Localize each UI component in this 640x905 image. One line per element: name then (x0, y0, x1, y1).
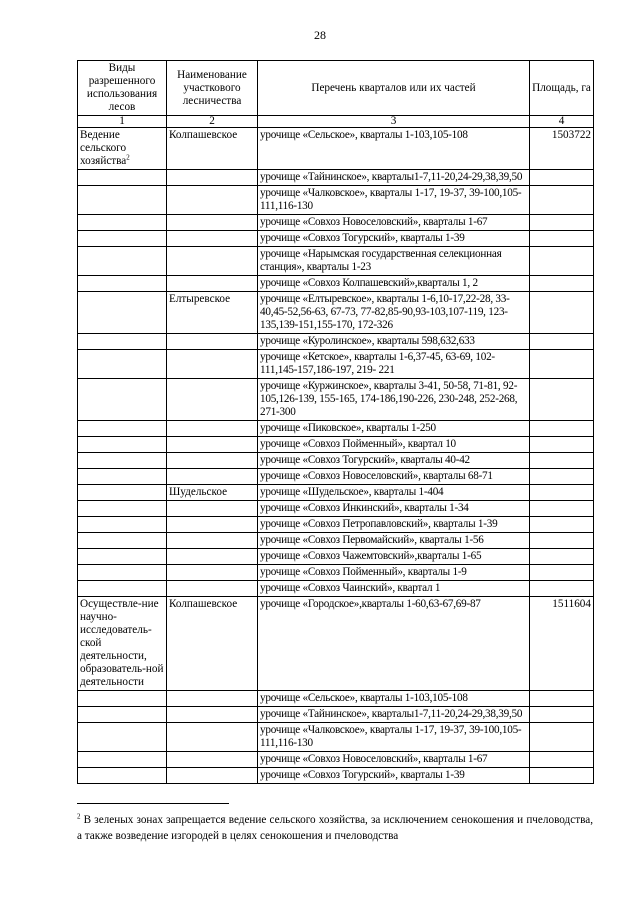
area-value: 1503722 (530, 128, 594, 170)
forestry-cell-continued (167, 565, 258, 581)
use-type-cell-continued (78, 723, 167, 752)
area-cell-continued (530, 247, 594, 276)
area-cell-continued (530, 565, 594, 581)
area-cell-continued (530, 469, 594, 485)
table-row (78, 501, 594, 517)
quarters-entry: урочище «Совхоз Чажемтовский»,кварталы 1-65 (258, 549, 530, 565)
table-row (78, 768, 594, 784)
use-type-cell-continued (78, 437, 167, 453)
forestry-cell-continued (167, 421, 258, 437)
area-cell-continued (530, 215, 594, 231)
table-row (78, 517, 594, 533)
footnote-text: В зеленых зонах запрещается ведение сельского хозяйства, за исключением сенокошения и пчеловодства, а также возведение изгородей в целях сенокошения и пчеловодства (77, 814, 593, 842)
forestry-cell-continued (167, 231, 258, 247)
area-cell-continued (530, 379, 594, 421)
use-type-cell (78, 597, 167, 691)
forestry-cell-continued (167, 469, 258, 485)
forestry-cell-continued (167, 517, 258, 533)
forest-use-table (77, 60, 594, 784)
header-forestry-name: Наименование участкового лесничества (167, 61, 258, 116)
use-type-cell-continued (78, 186, 167, 215)
table-row (78, 485, 594, 501)
footnote (77, 812, 593, 844)
use-type-cell-continued (78, 247, 167, 276)
forestry-cell-continued (167, 581, 258, 597)
use-type-cell-continued (78, 565, 167, 581)
header-row (78, 61, 594, 116)
quarters-entry: урочище «Совхоз Петропавловский», кварталы 1-39 (258, 517, 530, 533)
area-cell-continued (530, 691, 594, 707)
quarters-entry: урочище «Совхоз Новоселовский», кварталы 68-71 (258, 469, 530, 485)
footnote-marker: 2 (77, 812, 81, 821)
quarters-entry: урочище «Совхоз Инкинский», кварталы 1-34 (258, 501, 530, 517)
forestry-cell-continued (167, 350, 258, 379)
table-row (78, 247, 594, 276)
use-type-cell-continued (78, 231, 167, 247)
forestry-cell-continued (167, 453, 258, 469)
forestry-cell-continued (167, 276, 258, 292)
forestry-cell-continued (167, 186, 258, 215)
table-row (78, 707, 594, 723)
area-cell-continued (530, 437, 594, 453)
table-row (78, 691, 594, 707)
use-type-cell-continued (78, 768, 167, 784)
use-type-cell-continued (78, 501, 167, 517)
forestry-cell-continued (167, 501, 258, 517)
column-number-row (78, 116, 594, 128)
quarters-entry: урочище «Тайнинское», кварталы1-7,11-20,24-29,38,39,50 (258, 170, 530, 186)
use-type-cell-continued (78, 334, 167, 350)
quarters-entry: урочище «Совхоз Новоселовский», кварталы 1-67 (258, 752, 530, 768)
table-row (78, 231, 594, 247)
forestry-name: Колпашевское (167, 597, 258, 691)
column-number: 3 (258, 116, 530, 128)
footnote-separator (77, 803, 229, 804)
area-cell-continued (530, 334, 594, 350)
header-use-types: Виды разрешенного использования лесов (78, 61, 167, 116)
use-type-cell (78, 128, 167, 170)
table-row (78, 597, 594, 691)
use-type-cell-continued (78, 707, 167, 723)
use-type-cell-continued (78, 752, 167, 768)
quarters-entry: урочище «Сельское», кварталы 1-103,105-108 (258, 691, 530, 707)
area-cell-continued (530, 350, 594, 379)
table-row (78, 453, 594, 469)
forestry-cell-continued (167, 334, 258, 350)
quarters-entry: урочище «Кетское», кварталы 1-6,37-45, 63-69, 102-111,145-157,186-197, 219- 221 (258, 350, 530, 379)
page-number: 28 (314, 28, 326, 42)
forestry-cell-continued (167, 549, 258, 565)
quarters-entry: урочище «Городское»,кварталы 1-60,63-67,69-87 (258, 597, 530, 691)
forestry-name: Елтыревское (167, 292, 258, 334)
use-type-cell-continued (78, 517, 167, 533)
table-row (78, 469, 594, 485)
use-type-cell-continued (78, 215, 167, 231)
use-type-label: Ведение сельского хозяйства (80, 129, 127, 167)
area-cell-continued (530, 581, 594, 597)
table-row (78, 437, 594, 453)
quarters-entry: урочище «Совхоз Чаинский», квартал 1 (258, 581, 530, 597)
area-cell-continued (530, 752, 594, 768)
use-type-cell-continued (78, 292, 167, 334)
forestry-name: Шудельское (167, 485, 258, 501)
column-number: 4 (530, 116, 594, 128)
quarters-entry: урочище «Совхоз Пойменный», квартал 10 (258, 437, 530, 453)
quarters-entry: урочище «Совхоз Тогурский», кварталы 1-39 (258, 231, 530, 247)
use-type-label: Осуществле-ние научно-исследователь-ской деятельности, образователь-ной деятельности (80, 598, 164, 688)
quarters-entry: урочище «Сельское», кварталы 1-103,105-108 (258, 128, 530, 170)
table-row (78, 350, 594, 379)
table-row (78, 170, 594, 186)
area-cell-continued (530, 186, 594, 215)
table-row (78, 565, 594, 581)
use-type-cell-continued (78, 421, 167, 437)
use-type-cell-continued (78, 581, 167, 597)
area-cell-continued (530, 517, 594, 533)
table-row (78, 186, 594, 215)
area-cell-continued (530, 231, 594, 247)
quarters-entry: урочище «Совхоз Новоселовский», кварталы 1-67 (258, 215, 530, 231)
table-row (78, 533, 594, 549)
quarters-entry: урочище «Совхоз Первомайский», кварталы 1-56 (258, 533, 530, 549)
table-row (78, 128, 594, 170)
quarters-entry: урочище «Совхоз Тогурский», кварталы 40-42 (258, 453, 530, 469)
use-type-cell-continued (78, 469, 167, 485)
quarters-entry: урочище «Куролинское», кварталы 598,632,633 (258, 334, 530, 350)
quarters-entry: урочище «Шудельское», кварталы 1-404 (258, 485, 530, 501)
table-row (78, 276, 594, 292)
forestry-cell-continued (167, 707, 258, 723)
forestry-cell-continued (167, 768, 258, 784)
table-row (78, 292, 594, 334)
forestry-cell-continued (167, 170, 258, 186)
table-row (78, 581, 594, 597)
area-cell-continued (530, 485, 594, 501)
area-cell-continued (530, 170, 594, 186)
forestry-cell-continued (167, 752, 258, 768)
use-type-cell-continued (78, 485, 167, 501)
table-row (78, 334, 594, 350)
area-cell-continued (530, 292, 594, 334)
header-quarters-list: Перечень кварталов или их частей (258, 61, 530, 116)
quarters-entry: урочище «Совхоз Колпашевский»,кварталы 1, 2 (258, 276, 530, 292)
quarters-entry: урочище «Чалковское», кварталы 1-17, 19-37, 39-100,105-111,116-130 (258, 186, 530, 215)
forestry-cell-continued (167, 437, 258, 453)
area-cell-continued (530, 707, 594, 723)
use-type-cell-continued (78, 379, 167, 421)
footnote-reference: 2 (126, 153, 130, 162)
use-type-cell-continued (78, 533, 167, 549)
header-area: Площадь, га (530, 61, 594, 116)
table-row (78, 421, 594, 437)
quarters-entry: урочище «Чалковское», кварталы 1-17, 19-37, 39-100,105-111,116-130 (258, 723, 530, 752)
area-cell-continued (530, 549, 594, 565)
use-type-cell-continued (78, 453, 167, 469)
quarters-entry: урочище «Куржинское», кварталы 3-41, 50-58, 71-81, 92-105,126-139, 155-165, 174-186,190-226, 230-248, 252-268, 271-300 (258, 379, 530, 421)
area-cell-continued (530, 768, 594, 784)
forestry-cell-continued (167, 379, 258, 421)
area-value: 1511604 (530, 597, 594, 691)
quarters-entry: урочище «Тайнинское», кварталы1-7,11-20,24-29,38,39,50 (258, 707, 530, 723)
area-cell-continued (530, 453, 594, 469)
table-row (78, 723, 594, 752)
area-cell-continued (530, 276, 594, 292)
quarters-entry: урочище «Нарымская государственная селекционная станция», кварталы 1-23 (258, 247, 530, 276)
use-type-cell-continued (78, 549, 167, 565)
area-cell-continued (530, 723, 594, 752)
area-cell-continued (530, 533, 594, 549)
use-type-cell-continued (78, 691, 167, 707)
area-cell-continued (530, 421, 594, 437)
forestry-cell-continued (167, 533, 258, 549)
forestry-cell-continued (167, 691, 258, 707)
quarters-entry: урочище «Совхоз Тогурский», кварталы 1-39 (258, 768, 530, 784)
column-number: 1 (78, 116, 167, 128)
quarters-entry: урочище «Совхоз Пойменный», кварталы 1-9 (258, 565, 530, 581)
column-number: 2 (167, 116, 258, 128)
use-type-cell-continued (78, 170, 167, 186)
table-row (78, 549, 594, 565)
forestry-cell-continued (167, 723, 258, 752)
quarters-entry: урочище «Елтыревское», кварталы 1-6,10-17,22-28, 33-40,45-52,56-63, 67-73, 77-82,85-90,93-103,107-119, 123-135,139-151,155-170, 172-326 (258, 292, 530, 334)
quarters-entry: урочище «Пиковское», кварталы 1-250 (258, 421, 530, 437)
forestry-name: Колпашевское (167, 128, 258, 170)
table-row (78, 379, 594, 421)
use-type-cell-continued (78, 350, 167, 379)
forestry-cell-continued (167, 215, 258, 231)
area-cell-continued (530, 501, 594, 517)
table-row (78, 215, 594, 231)
use-type-cell-continued (78, 276, 167, 292)
forestry-cell-continued (167, 247, 258, 276)
table-row (78, 752, 594, 768)
